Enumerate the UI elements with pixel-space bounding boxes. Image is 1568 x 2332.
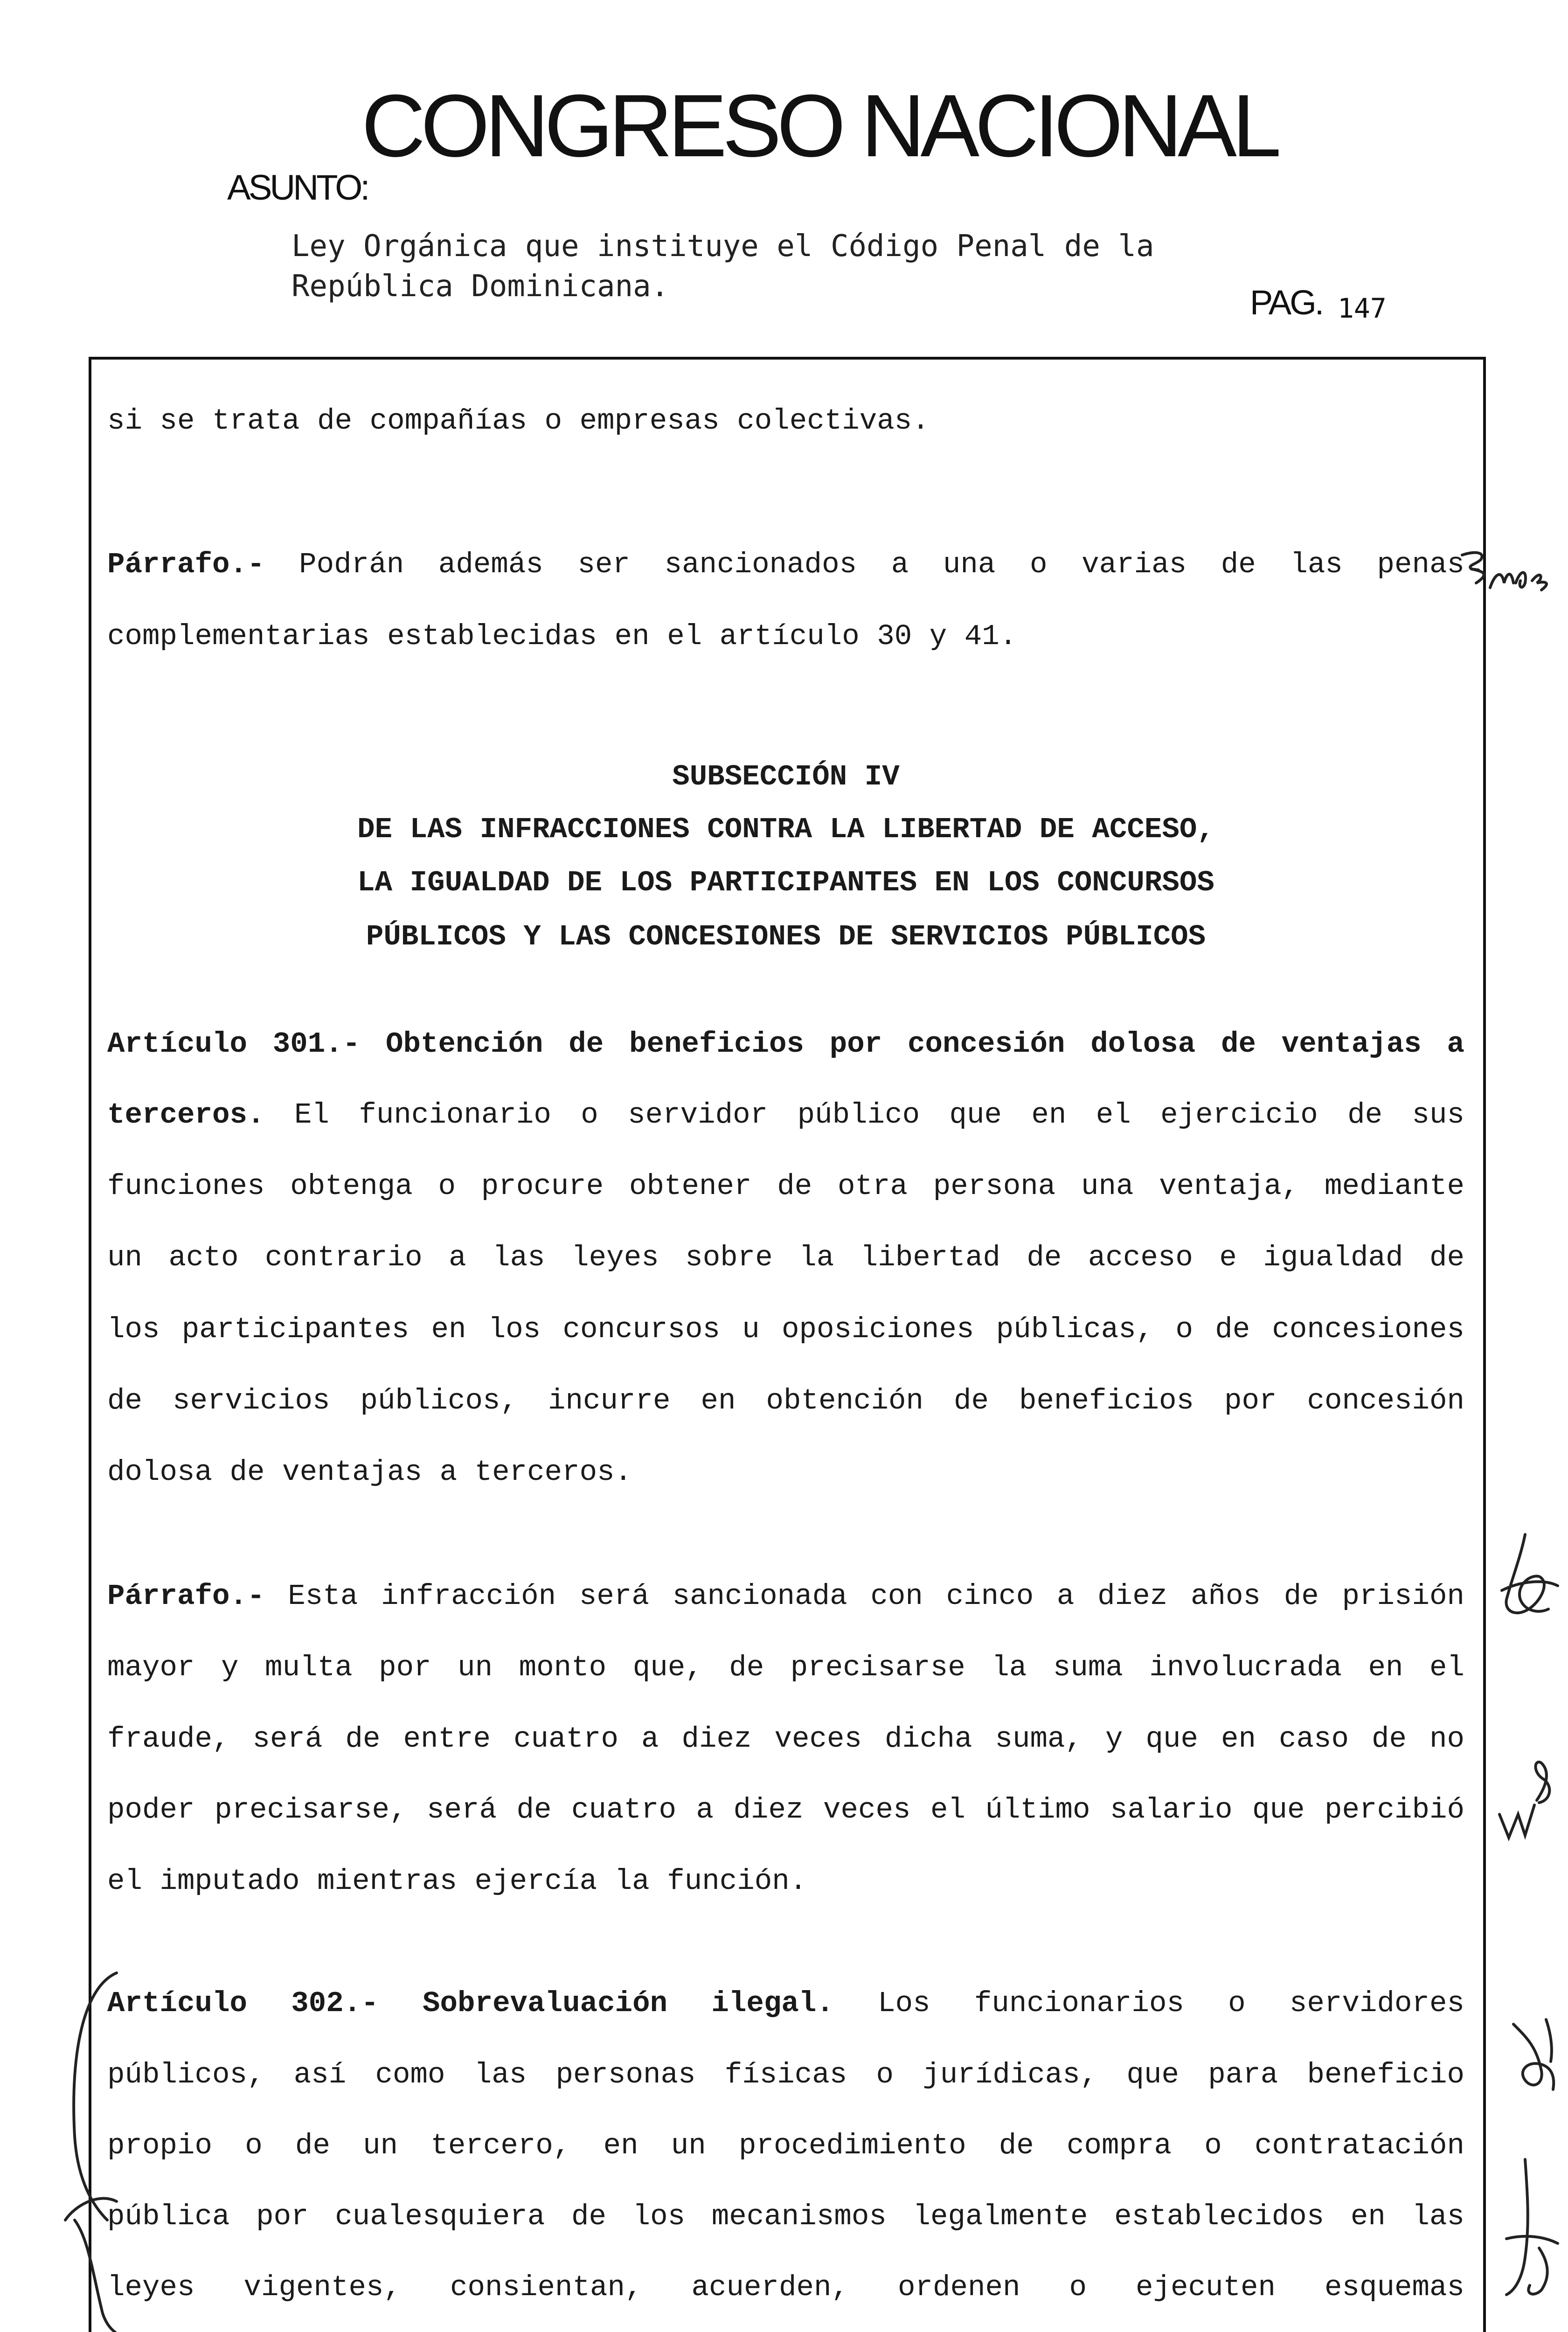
paragraph-text: Podrán además ser sancionados a una o varias de las penas [264, 548, 1464, 581]
handwritten-margin-bracket [47, 1959, 126, 2332]
paragraph-heading: Párrafo.- [107, 548, 265, 581]
handwritten-signature [1497, 2155, 1567, 2304]
article-301-line: dolosa de ventajas a terceros. [107, 1456, 632, 1489]
article-301-line [107, 1098, 1464, 1131]
subsection-heading-line: PÚBLICOS Y LAS CONCESIONES DE SERVICIOS PÚBLICOS [366, 920, 1206, 953]
article-301-heading: Artículo 301.- Obtención de beneficios por concesión dolosa de ventajas a [107, 1027, 1464, 1061]
article-301-line: un acto contrario a las leyes sobre la libertad de acceso e igualdad de [107, 1241, 1464, 1274]
article-302-title: Sobrevaluación ilegal. [423, 1987, 834, 2020]
paragraph-line: complementarias establecidas en el artículo 30 y 41. [107, 620, 1017, 653]
subsection-heading-line: LA IGUALDAD DE LOS PARTICIPANTES EN LOS CONCURSOS [357, 866, 1214, 899]
document-header-title: CONGRESO NACIONAL [361, 76, 1277, 175]
body-line: si se trata de compañías o empresas colectivas. [107, 404, 930, 437]
paragraph-301-line: poder precisarse, será de cuatro a diez veces el último salario que percibió [107, 1793, 1464, 1826]
paragraph-301-line [107, 1582, 1464, 1611]
article-302-text: Los funcionarios o servidores [878, 1987, 1464, 2020]
article-302-line: leyes vigentes, consientan, acuerden, ordenen o ejecuten esquemas [107, 2271, 1464, 2304]
article-301-text: El funcionario o servidor público que en el ejercicio de sus [264, 1098, 1464, 1131]
article-301-heading-end: terceros. [107, 1098, 265, 1131]
page-label: PAG. [1250, 283, 1323, 322]
article-302-line: públicos, así como las personas físicas o jurídicas, que para beneficio [107, 2058, 1464, 2091]
subject-line: República Dominicana. [291, 269, 669, 304]
article-302-line: propio o de un tercero, en un procedimiento de compra o contratación [107, 2129, 1464, 2162]
article-301-line: de servicios públicos, incurre en obtención de beneficios por concesión [107, 1384, 1464, 1417]
article-301-line: los participantes en los concursos u oposiciones públicas, o de concesiones [107, 1313, 1464, 1346]
article-302-line: pública por cualesquiera de los mecanismos legalmente establecidos en las [107, 2200, 1464, 2233]
paragraph-heading: Párrafo.- [107, 1580, 265, 1613]
subject-text [291, 226, 1154, 306]
handwritten-signature [1492, 1530, 1562, 1637]
article-302-number: Artículo 302.- [107, 1987, 379, 2020]
handwritten-initials [1490, 1744, 1560, 1842]
paragraph-301-line: fraude, será de entre cuatro a diez veces dicha suma, y que en caso de no [107, 1722, 1464, 1756]
handwritten-initials [1499, 2010, 1565, 2103]
paragraph-301-line: el imputado mientras ejercía la función. [107, 1865, 807, 1898]
subsection-heading-line: DE LAS INFRACCIONES CONTRA LA LIBERTAD DE ACCESO, [357, 813, 1214, 846]
article-301-line: funciones obtenga o procure obtener de otra persona una ventaja, mediante [107, 1170, 1464, 1203]
handwritten-initials [1457, 536, 1560, 620]
page-number: 147 [1338, 292, 1387, 324]
paragraph-text: Esta infracción será sancionada con cinco a diez años de prisión [264, 1580, 1464, 1613]
subject-line: Ley Orgánica que instituye el Código Penal de la [291, 229, 1154, 264]
paragraph-301-line: mayor y multa por un monto que, de precisarse la suma involucrada en el [107, 1651, 1464, 1684]
paragraph-line [107, 550, 1464, 580]
subject-label: ASUNTO: [227, 168, 368, 208]
article-302-heading-line [107, 1989, 1464, 2019]
subsection-title: SUBSECCIÓN IV [672, 760, 900, 793]
